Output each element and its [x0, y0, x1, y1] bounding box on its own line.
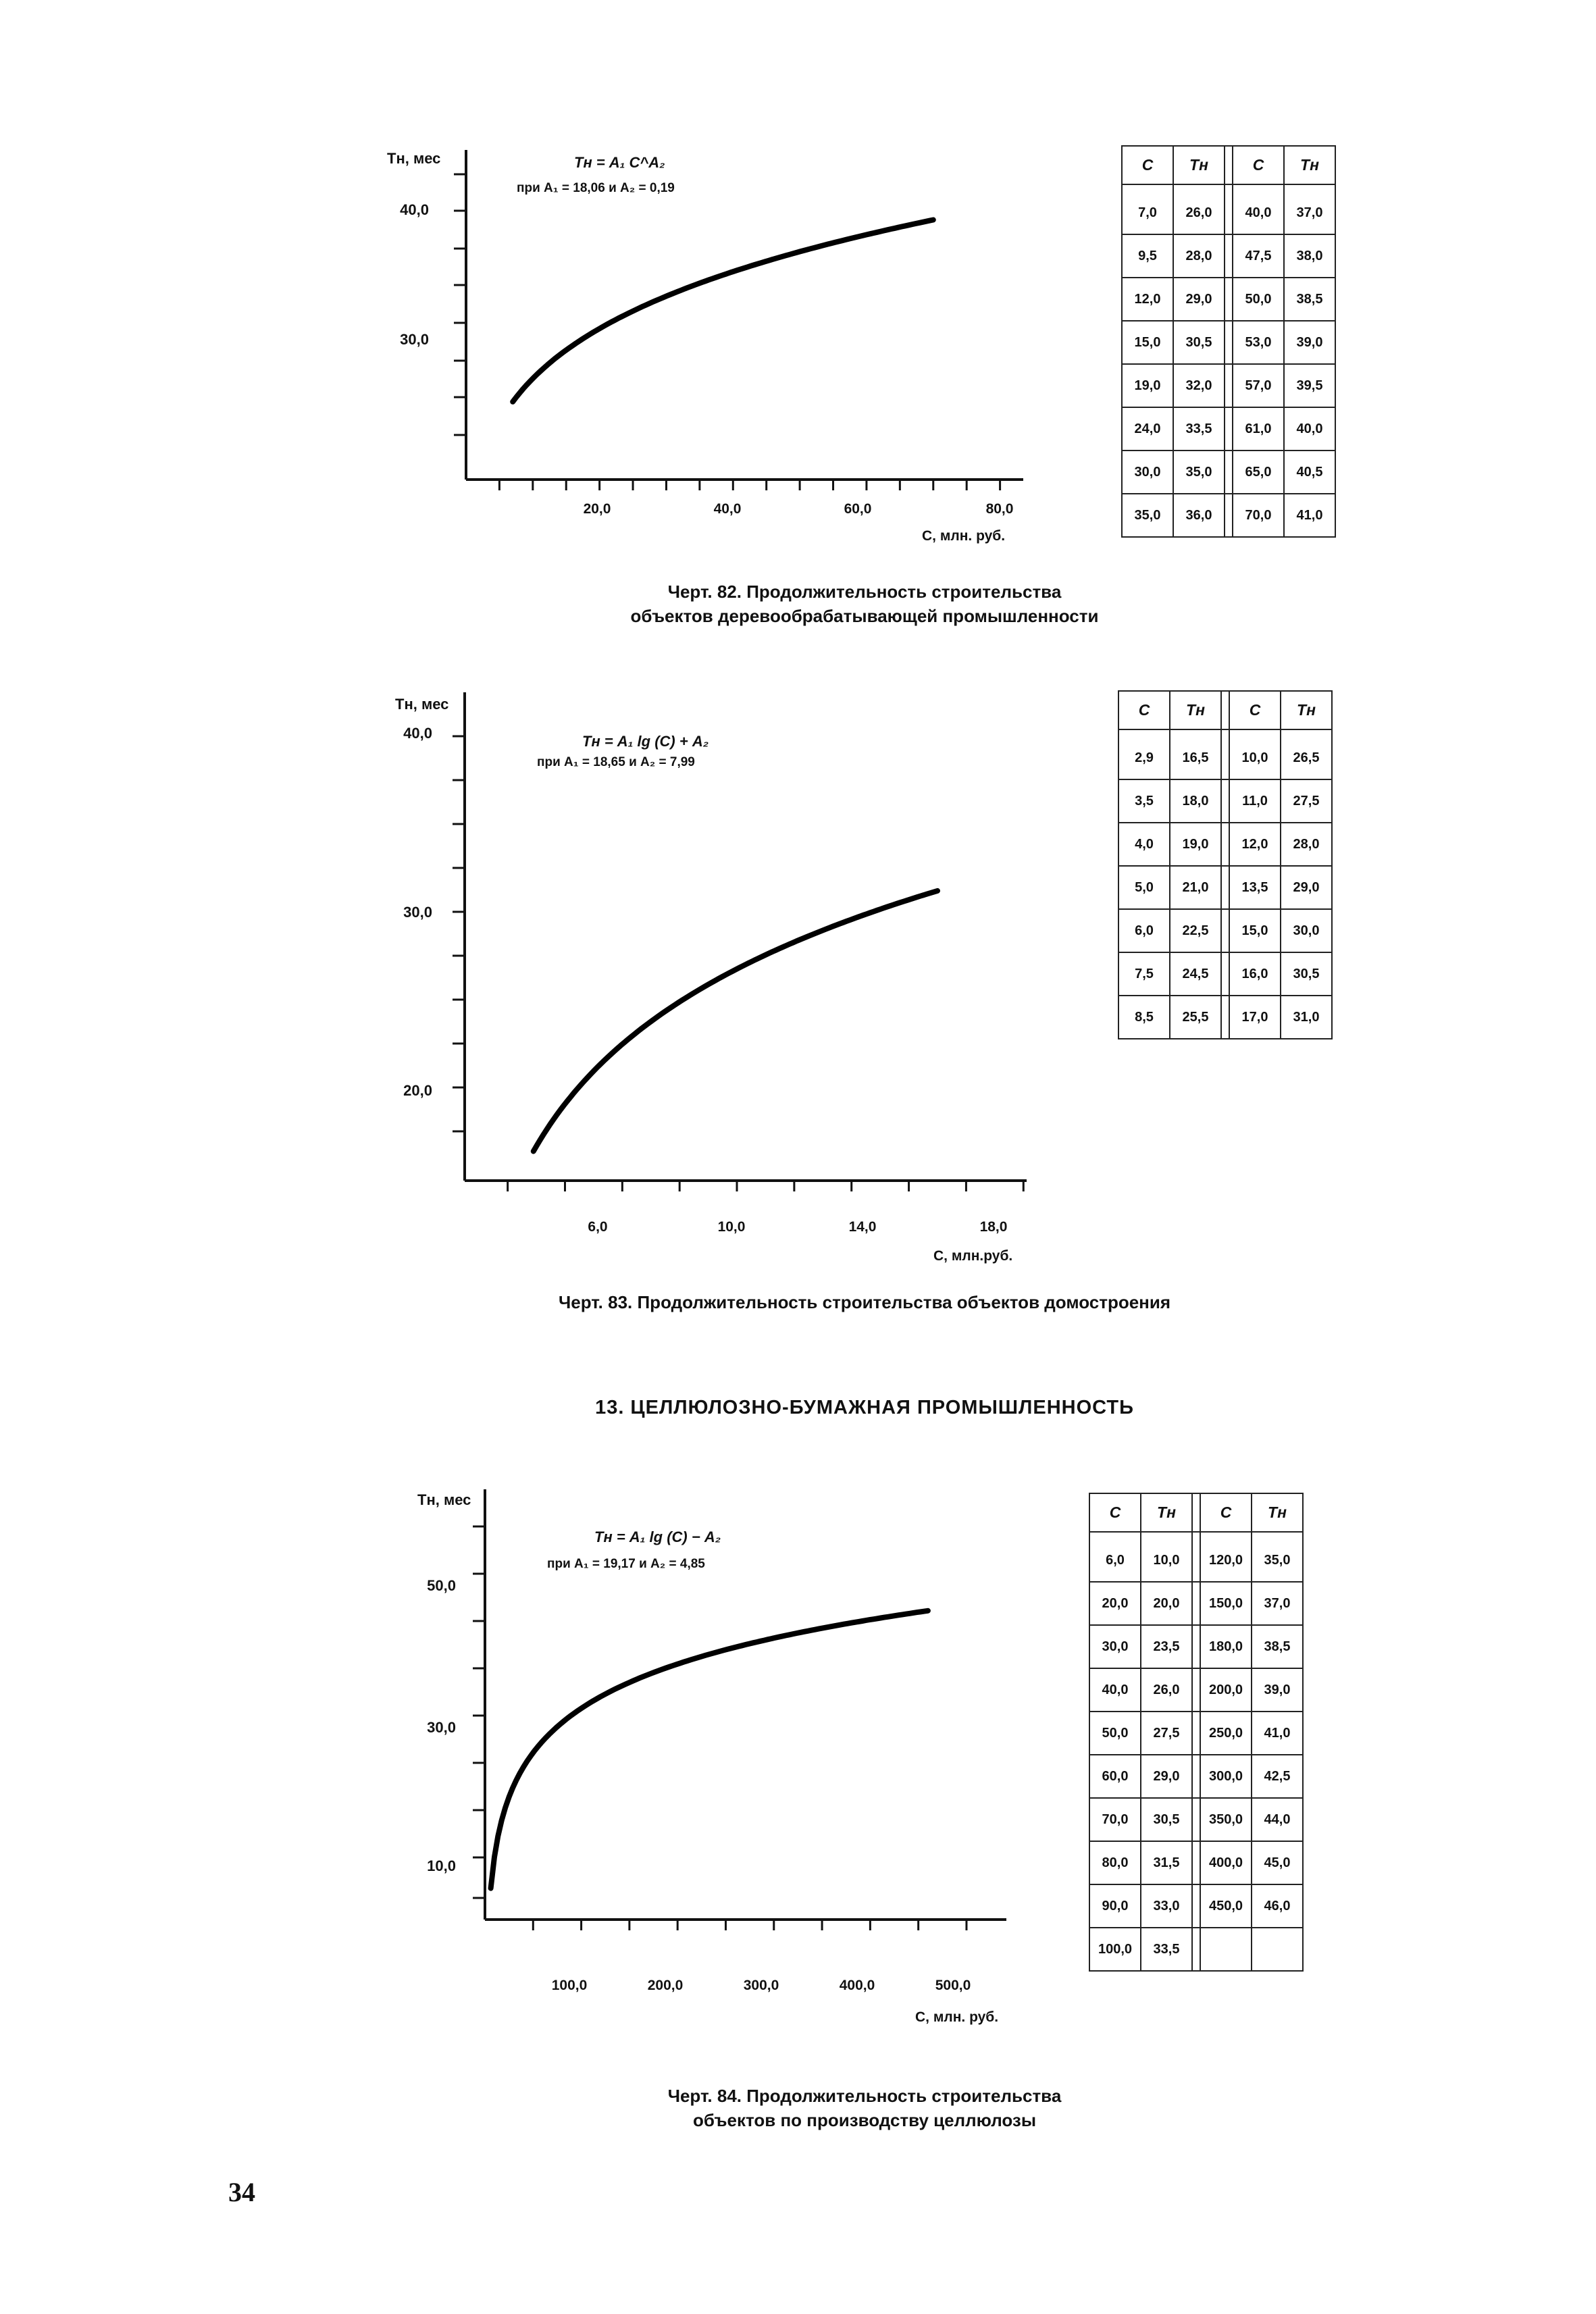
table-cell: 90,0 — [1089, 1884, 1141, 1928]
table-cell: 30,5 — [1141, 1798, 1192, 1841]
table-gap — [1225, 364, 1233, 407]
table-cell: 46,0 — [1252, 1884, 1303, 1928]
table-gap — [1221, 823, 1229, 866]
table-gap — [1192, 1755, 1200, 1798]
table-cell: 30,5 — [1173, 321, 1225, 364]
table-cell: 36,0 — [1173, 494, 1225, 537]
chart-84-data-table — [1089, 1493, 1304, 1972]
chart-82-x-tick-label: 40,0 — [713, 501, 742, 517]
table-cell: 12,0 — [1122, 278, 1173, 321]
table-cell: 41,0 — [1284, 494, 1335, 537]
table-cell: 26,0 — [1141, 1668, 1192, 1712]
table-cell: 400,0 — [1200, 1841, 1252, 1884]
table-cell: 450,0 — [1200, 1884, 1252, 1928]
chart-83-caption-line: Черт. 83. Продолжительность строительства объектов домостроения — [558, 1292, 1171, 1312]
table-gap — [1221, 691, 1229, 729]
table-cell: 44,0 — [1252, 1798, 1303, 1841]
table-cell: 57,0 — [1233, 364, 1284, 407]
chart-82-formula-params: при А₁ = 18,06 и А₂ = 0,19 — [517, 181, 675, 195]
table-header-row — [1122, 146, 1335, 184]
table-gap — [1192, 1668, 1200, 1712]
chart-83-formula: Тн = А₁ lg (С) + А₂ — [582, 733, 709, 750]
chart-83-caption — [405, 1290, 1324, 1314]
table-cell: 17,0 — [1229, 996, 1281, 1039]
table-cell: 35,0 — [1173, 451, 1225, 494]
table-cell: 3,5 — [1118, 779, 1170, 823]
table-cell: 38,5 — [1284, 278, 1335, 321]
table-cell — [1252, 1928, 1303, 1971]
table-cell: 19,0 — [1122, 364, 1173, 407]
table-cell: 8,5 — [1118, 996, 1170, 1039]
table-cell: 10,0 — [1229, 729, 1281, 779]
table-cell: 37,0 — [1284, 184, 1335, 234]
chart-83-x-tick-label: 14,0 — [848, 1219, 877, 1235]
chart-84-x-tick-label: 200,0 — [647, 1978, 684, 1993]
table-cell: 33,5 — [1173, 407, 1225, 451]
table-cell — [1200, 1928, 1252, 1971]
chart-84-formula: Тн = А₁ lg (С) − А₂ — [594, 1528, 721, 1545]
table-cell: 31,5 — [1141, 1841, 1192, 1884]
table-cell: 15,0 — [1229, 909, 1281, 952]
table-header-cell: Tн — [1284, 146, 1335, 184]
table-gap — [1221, 909, 1229, 952]
table-cell: 100,0 — [1089, 1928, 1141, 1971]
table-cell: 21,0 — [1170, 866, 1221, 909]
table-cell: 30,0 — [1122, 451, 1173, 494]
table-cell: 11,0 — [1229, 779, 1281, 823]
table-row — [1089, 1625, 1303, 1668]
table-header-cell: C — [1229, 691, 1281, 729]
table-header-cell: C — [1200, 1493, 1252, 1532]
table-cell: 7,5 — [1118, 952, 1170, 996]
table-gap — [1225, 234, 1233, 278]
table-row — [1118, 729, 1332, 779]
chart-82-x-tick-label: 80,0 — [985, 501, 1014, 517]
table-row — [1089, 1798, 1303, 1841]
chart-82-x-axis-label: С, млн. руб. — [922, 528, 1006, 544]
table-gap — [1225, 184, 1233, 234]
table-row — [1089, 1582, 1303, 1625]
table-cell: 350,0 — [1200, 1798, 1252, 1841]
table-cell: 80,0 — [1089, 1841, 1141, 1884]
table-cell: 180,0 — [1200, 1625, 1252, 1668]
table-cell: 33,5 — [1141, 1928, 1192, 1971]
table-cell: 39,0 — [1252, 1668, 1303, 1712]
table-row — [1122, 184, 1335, 234]
table-gap — [1225, 278, 1233, 321]
table-cell: 15,0 — [1122, 321, 1173, 364]
table-header-cell: C — [1233, 146, 1284, 184]
table-gap — [1192, 1493, 1200, 1532]
table-gap — [1192, 1532, 1200, 1582]
table-cell: 47,5 — [1233, 234, 1284, 278]
chart83-curve — [534, 891, 937, 1152]
chart-84-caption — [405, 2084, 1324, 2132]
chart-82-caption — [405, 580, 1324, 628]
chart-84-caption-line: Черт. 84. Продолжительность строительства — [667, 2086, 1062, 2106]
table-cell: 150,0 — [1200, 1582, 1252, 1625]
table-row — [1089, 1712, 1303, 1755]
table-gap — [1225, 451, 1233, 494]
table-cell: 38,5 — [1252, 1625, 1303, 1668]
table-row — [1122, 407, 1335, 451]
table-row — [1122, 321, 1335, 364]
chart-84-plot — [466, 1486, 1020, 1952]
table-cell: 40,0 — [1284, 407, 1335, 451]
table-cell: 53,0 — [1233, 321, 1284, 364]
page-number: 34 — [228, 2177, 255, 2207]
table-cell: 38,0 — [1284, 234, 1335, 278]
chart84-curve — [491, 1611, 928, 1888]
chart-83-y-tick-label: 30,0 — [403, 904, 432, 921]
table-cell: 25,5 — [1170, 996, 1221, 1039]
table-cell: 61,0 — [1233, 407, 1284, 451]
table-gap — [1221, 729, 1229, 779]
chart-84-x-tick-label: 300,0 — [743, 1978, 779, 1993]
table-cell: 35,0 — [1252, 1532, 1303, 1582]
chart-83-formula-params: при А₁ = 18,65 и А₂ = 7,99 — [537, 755, 695, 769]
table-cell: 9,5 — [1122, 234, 1173, 278]
chart-84-caption-line: объектов по производству целлюлозы — [692, 2110, 1037, 2130]
chart-82-caption-line: объектов деревообрабатывающей промышленности — [630, 606, 1099, 626]
table-cell: 6,0 — [1118, 909, 1170, 952]
table-cell: 41,0 — [1252, 1712, 1303, 1755]
table-row — [1089, 1884, 1303, 1928]
chart-83-x-tick-label: 6,0 — [588, 1219, 608, 1235]
table-cell: 250,0 — [1200, 1712, 1252, 1755]
table-cell: 70,0 — [1233, 494, 1284, 537]
table-cell: 6,0 — [1089, 1532, 1141, 1582]
table-cell: 20,0 — [1141, 1582, 1192, 1625]
table-cell: 12,0 — [1229, 823, 1281, 866]
table-header-row — [1118, 691, 1332, 729]
section-title: 13. ЦЕЛЛЮЛОЗНО-БУМАЖНАЯ ПРОМЫШЛЕННОСТЬ — [595, 1397, 1134, 1418]
chart-84-x-tick-label: 500,0 — [935, 1978, 971, 1993]
chart-82-plot — [446, 142, 1040, 500]
table-cell: 19,0 — [1170, 823, 1221, 866]
table-cell: 24,5 — [1170, 952, 1221, 996]
table-cell: 5,0 — [1118, 866, 1170, 909]
table-row — [1118, 909, 1332, 952]
table-row — [1122, 494, 1335, 537]
table-cell: 28,0 — [1281, 823, 1332, 866]
table-gap — [1221, 866, 1229, 909]
table-row — [1118, 952, 1332, 996]
table-cell: 35,0 — [1122, 494, 1173, 537]
table-row — [1122, 234, 1335, 278]
table-gap — [1192, 1928, 1200, 1971]
table-header-cell: C — [1118, 691, 1170, 729]
table-cell: 16,0 — [1229, 952, 1281, 996]
table-header-cell: Tн — [1141, 1493, 1192, 1532]
table-cell: 39,5 — [1284, 364, 1335, 407]
table-row — [1122, 364, 1335, 407]
table-row — [1089, 1841, 1303, 1884]
table-cell: 40,5 — [1284, 451, 1335, 494]
table-gap — [1225, 407, 1233, 451]
table-cell: 300,0 — [1200, 1755, 1252, 1798]
table-cell: 200,0 — [1200, 1668, 1252, 1712]
chart-84-formula-params: при А₁ = 19,17 и А₂ = 4,85 — [547, 1557, 705, 1571]
table-cell: 40,0 — [1233, 184, 1284, 234]
table-cell: 10,0 — [1141, 1532, 1192, 1582]
table-gap — [1192, 1625, 1200, 1668]
table-row — [1118, 779, 1332, 823]
table-cell: 120,0 — [1200, 1532, 1252, 1582]
table-cell: 27,5 — [1281, 779, 1332, 823]
chart-84-y-axis-label: Тн, мес — [417, 1491, 471, 1508]
chart-84-y-tick-label: 50,0 — [427, 1577, 456, 1594]
table-cell: 65,0 — [1233, 451, 1284, 494]
table-gap — [1221, 952, 1229, 996]
table-gap — [1221, 779, 1229, 823]
table-header-cell: C — [1122, 146, 1173, 184]
table-cell: 22,5 — [1170, 909, 1221, 952]
table-gap — [1192, 1884, 1200, 1928]
table-row — [1118, 866, 1332, 909]
table-gap — [1192, 1582, 1200, 1625]
table-cell: 23,5 — [1141, 1625, 1192, 1668]
table-cell: 27,5 — [1141, 1712, 1192, 1755]
table-row — [1118, 823, 1332, 866]
table-row — [1122, 278, 1335, 321]
chart-83-y-tick-label: 20,0 — [403, 1082, 432, 1099]
chart-82-x-tick-label: 20,0 — [583, 501, 611, 517]
table-cell: 26,0 — [1173, 184, 1225, 234]
table-cell: 28,0 — [1173, 234, 1225, 278]
table-cell: 30,0 — [1281, 909, 1332, 952]
chart-82-caption-line: Черт. 82. Продолжительность строительства — [667, 582, 1062, 602]
table-cell: 18,0 — [1170, 779, 1221, 823]
table-gap — [1225, 146, 1233, 184]
table-cell: 29,0 — [1173, 278, 1225, 321]
table-gap — [1225, 321, 1233, 364]
table-cell: 7,0 — [1122, 184, 1173, 234]
table-cell: 29,0 — [1141, 1755, 1192, 1798]
table-row — [1118, 996, 1332, 1039]
table-gap — [1225, 494, 1233, 537]
table-cell: 32,0 — [1173, 364, 1225, 407]
table-gap — [1192, 1712, 1200, 1755]
chart-82-y-tick-label: 40,0 — [400, 201, 429, 218]
chart-83-x-tick-label: 18,0 — [979, 1219, 1008, 1235]
chart-83-y-axis-label: Тн, мес — [395, 696, 449, 713]
chart-82-formula: Тн = А₁ С^А₂ — [574, 154, 665, 171]
table-cell: 31,0 — [1281, 996, 1332, 1039]
table-cell: 30,5 — [1281, 952, 1332, 996]
chart-82-data-table — [1121, 145, 1336, 538]
chart-83-plot — [446, 689, 1040, 1223]
table-cell: 42,5 — [1252, 1755, 1303, 1798]
table-cell: 50,0 — [1089, 1712, 1141, 1755]
table-cell: 37,0 — [1252, 1582, 1303, 1625]
chart-83-data-table — [1118, 690, 1333, 1039]
chart-82-x-tick-label: 60,0 — [844, 501, 872, 517]
chart82-curve — [513, 220, 933, 402]
table-cell: 30,0 — [1089, 1625, 1141, 1668]
table-cell: 45,0 — [1252, 1841, 1303, 1884]
table-header-cell: Tн — [1170, 691, 1221, 729]
chart-83-y-tick-label: 40,0 — [403, 725, 432, 742]
chart-83-x-tick-label: 10,0 — [717, 1219, 746, 1235]
chart-84-y-tick-label: 30,0 — [427, 1719, 456, 1736]
table-cell: 70,0 — [1089, 1798, 1141, 1841]
table-cell: 26,5 — [1281, 729, 1332, 779]
table-cell: 13,5 — [1229, 866, 1281, 909]
table-cell: 39,0 — [1284, 321, 1335, 364]
table-cell: 20,0 — [1089, 1582, 1141, 1625]
table-cell: 4,0 — [1118, 823, 1170, 866]
table-row — [1089, 1668, 1303, 1712]
table-cell: 50,0 — [1233, 278, 1284, 321]
chart-82-y-tick-label: 30,0 — [400, 331, 429, 348]
table-gap — [1192, 1841, 1200, 1884]
chart-83-x-axis-label: С, млн.руб. — [933, 1248, 1013, 1264]
chart-84-y-tick-label: 10,0 — [427, 1857, 456, 1874]
table-header-cell: Tн — [1281, 691, 1332, 729]
chart-82-y-axis-label: Тн, мес — [387, 150, 441, 167]
table-cell: 29,0 — [1281, 866, 1332, 909]
table-cell: 16,5 — [1170, 729, 1221, 779]
table-cell: 33,0 — [1141, 1884, 1192, 1928]
table-gap — [1192, 1798, 1200, 1841]
table-header-row — [1089, 1493, 1303, 1532]
table-row — [1089, 1928, 1303, 1971]
table-header-cell: Tн — [1173, 146, 1225, 184]
chart-84-x-tick-label: 100,0 — [551, 1978, 588, 1993]
table-cell: 40,0 — [1089, 1668, 1141, 1712]
table-cell: 2,9 — [1118, 729, 1170, 779]
table-row — [1089, 1755, 1303, 1798]
chart-84-x-axis-label: С, млн. руб. — [915, 2009, 999, 2025]
table-header-cell: C — [1089, 1493, 1141, 1532]
table-row — [1089, 1532, 1303, 1582]
table-cell: 60,0 — [1089, 1755, 1141, 1798]
table-gap — [1221, 996, 1229, 1039]
chart-84-x-tick-label: 400,0 — [839, 1978, 875, 1993]
table-header-cell: Tн — [1252, 1493, 1303, 1532]
table-row — [1122, 451, 1335, 494]
table-cell: 24,0 — [1122, 407, 1173, 451]
